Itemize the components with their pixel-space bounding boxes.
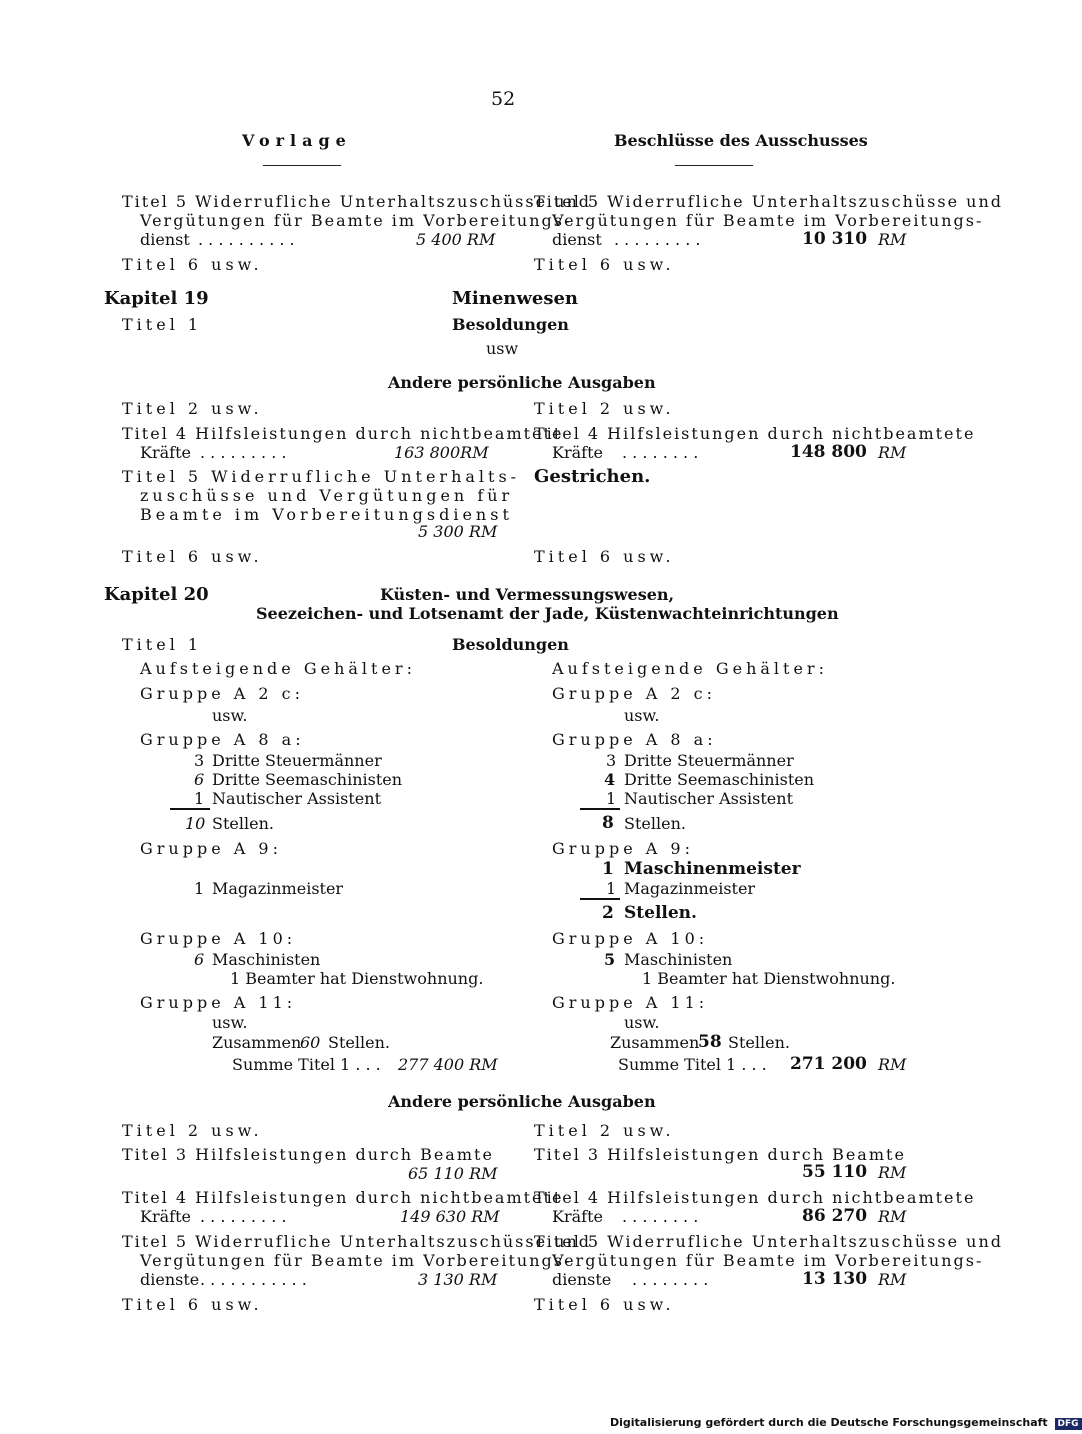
- k20r-gruppe-a9: Gruppe A 9:: [552, 839, 694, 858]
- k20-left-titel4-line1: Titel 4 Hilfsleistungen durch nichtbeamtete: [122, 1188, 564, 1207]
- k20l-gruppe-a11: Gruppe A 11:: [140, 993, 297, 1012]
- k20r-a8a-1-num: 3: [606, 751, 617, 770]
- kap20-besoldungen: Besoldungen: [452, 635, 569, 654]
- k20l-a8a-2-num: 6: [194, 770, 205, 789]
- k20-left-titel4-dots: . . . . . . . . .: [200, 1207, 287, 1226]
- k20l-a10-num: 6: [194, 950, 205, 969]
- k20r-zusammen-num: 58: [698, 1032, 722, 1052]
- kap19-titel1: Titel 1: [122, 315, 203, 334]
- k20l-a8a-3-num: 1: [194, 789, 205, 808]
- kap19-left-titel5-line2: zuschüsse und Vergütungen für: [140, 486, 514, 505]
- k20l-a8a-1-txt: Dritte Steuermänner: [212, 751, 382, 770]
- k20l-a9-1-num: 1: [194, 879, 205, 898]
- k20r-gruppe-a10: Gruppe A 10:: [552, 929, 709, 948]
- k20-right-titel2: Titel 2 usw.: [534, 1121, 675, 1140]
- k20-right-titel6: Titel 6 usw.: [534, 1295, 675, 1314]
- k20l-gruppe-a10: Gruppe A 10:: [140, 929, 297, 948]
- k20-left-titel5-line1: Titel 5 Widerrufliche Unterhaltszuschüsse und: [122, 1232, 592, 1251]
- k20l-a10-note: 1 Beamter hat Dienstwohnung.: [230, 969, 484, 988]
- k20r-a8a-sum-num: 8: [602, 813, 614, 833]
- k20-right-titel4-line2: Kräfte: [552, 1207, 603, 1226]
- k20r-gruppe-a2c: Gruppe A 2 c:: [552, 684, 717, 703]
- kap19-right-titel2: Titel 2 usw.: [534, 399, 675, 418]
- header-left-rule: [263, 165, 341, 166]
- k20r-a8a-2-num: 4: [604, 770, 616, 789]
- k20-right-titel5-line2: Vergütungen für Beamte im Vorbereitungs-: [552, 1251, 984, 1270]
- k20r-a8a-sum-txt: Stellen.: [624, 814, 686, 833]
- k20r-a10-num: 5: [604, 950, 616, 969]
- kap20-titel1: Titel 1: [122, 635, 203, 654]
- kap19-right-titel4-line1: Titel 4 Hilfsleistungen durch nichtbeamtete: [534, 424, 976, 443]
- k20-right-titel5-line1: Titel 5 Widerrufliche Unterhaltszuschüsse und: [534, 1232, 1004, 1251]
- k20l-a8a-sum-txt: Stellen.: [212, 814, 274, 833]
- k20r-gruppe-a8a: Gruppe A 8 a:: [552, 730, 717, 749]
- k20r-a8a-1-txt: Dritte Steuermänner: [624, 751, 794, 770]
- k20-right-titel5-dots: . . . . . . . .: [632, 1270, 709, 1289]
- page-number: 52: [491, 88, 516, 110]
- kap19-usw: usw: [486, 339, 519, 358]
- k20r-a9-sum-txt: Stellen.: [624, 903, 697, 923]
- k20l-a8a-sum-num: 10: [185, 814, 206, 833]
- k20r-usw1: usw.: [624, 706, 660, 725]
- k20-right-titel3-amount: 55 110: [802, 1162, 868, 1182]
- k20l-gruppe-a9: Gruppe A 9:: [140, 839, 282, 858]
- k20-left-titel2: Titel 2 usw.: [122, 1121, 263, 1140]
- b1-left-titel5-dots: . . . . . . . . . .: [198, 230, 295, 249]
- k20-left-titel6: Titel 6 usw.: [122, 1295, 263, 1314]
- b1-left-titel5-amount: 5 400 RM: [416, 230, 496, 249]
- kap19-left-titel4-line1: Titel 4 Hilfsleistungen durch nichtbeamtete: [122, 424, 564, 443]
- b1-right-titel5-line2: Vergütungen für Beamte im Vorbereitungs-: [552, 211, 984, 230]
- kap19-label: Kapitel 19: [104, 288, 209, 309]
- k20-right-titel3-unit: RM: [878, 1163, 907, 1182]
- header-right-rule: [675, 165, 753, 166]
- k20r-summe-amount: 271 200: [790, 1054, 867, 1074]
- kap19-title: Minenwesen: [452, 288, 579, 309]
- b1-right-titel5-line3: dienst: [552, 230, 602, 249]
- k20-left-titel4-line2: Kräfte: [140, 1207, 191, 1226]
- k20l-gruppe-a8a: Gruppe A 8 a:: [140, 730, 305, 749]
- footer-credit: [610, 1416, 1082, 1430]
- b1-right-titel5-line1: Titel 5 Widerrufliche Unterhaltszuschüsse und: [534, 192, 1004, 211]
- k20-left-titel3-line1: Titel 3 Hilfsleistungen durch Beamte: [122, 1145, 494, 1164]
- k20-right-titel4-unit: RM: [878, 1207, 907, 1226]
- k20r-a9-1-txt: Maschinenmeister: [624, 859, 801, 879]
- k20r-a8a-3-num: 1: [606, 789, 617, 808]
- k20r-a8a-2-txt: Dritte Seemaschinisten: [624, 770, 815, 789]
- kap19-right-titel4-dots: . . . . . . . .: [622, 443, 699, 462]
- k20-right-titel4-line1: Titel 4 Hilfsleistungen durch nichtbeamtete: [534, 1188, 976, 1207]
- k20r-a10-txt: Maschinisten: [624, 950, 733, 969]
- k20r-a9-sum-rule: [580, 898, 620, 900]
- k20r-a9-1-num: 1: [602, 859, 614, 879]
- k20r-a8a-3-txt: Nautischer Assistent: [624, 789, 794, 808]
- k20r-summe-label: Summe Titel 1 . . .: [618, 1055, 767, 1074]
- b1-right-titel6: Titel 6 usw.: [534, 255, 675, 274]
- k20l-summe-label: Summe Titel 1 . . .: [232, 1055, 381, 1074]
- b1-left-titel5-line2: Vergütungen für Beamte im Vorbereitungs-: [140, 211, 572, 230]
- kap20-label: Kapitel 20: [104, 584, 209, 605]
- k20-left-titel4-amount: 149 630 RM: [400, 1207, 500, 1226]
- k20-right-titel5-amount: 13 130: [802, 1269, 868, 1289]
- b1-right-titel5-unit: RM: [878, 230, 907, 249]
- k20-right-titel4-dots: . . . . . . . .: [622, 1207, 699, 1226]
- k20l-zusammen-post: Stellen.: [328, 1033, 390, 1052]
- k20r-summe-unit: RM: [878, 1055, 907, 1074]
- kap19-left-titel6: Titel 6 usw.: [122, 547, 263, 566]
- k20l-a8a-1-num: 3: [194, 751, 205, 770]
- k20-right-titel5-unit: RM: [878, 1270, 907, 1289]
- k20r-a10-note: 1 Beamter hat Dienstwohnung.: [642, 969, 896, 988]
- kap20-andere: Andere persönliche Ausgaben: [388, 1092, 656, 1111]
- k20r-gruppe-a11: Gruppe A 11:: [552, 993, 709, 1012]
- k20r-usw2: usw.: [624, 1013, 660, 1032]
- kap19-right-titel4-unit: RM: [878, 443, 907, 462]
- k20r-aufsteigende: Aufsteigende Gehälter:: [552, 659, 828, 678]
- b1-left-titel6: Titel 6 usw.: [122, 255, 263, 274]
- kap19-left-titel5-line3: Beamte im Vorbereitungsdienst: [140, 505, 513, 524]
- k20-right-titel3-line1: Titel 3 Hilfsleistungen durch Beamte: [534, 1145, 906, 1164]
- k20l-a8a-2-txt: Dritte Seemaschinisten: [212, 770, 403, 789]
- k20l-a8a-sum-rule: [170, 808, 210, 810]
- k20-right-titel5-line3: dienste: [552, 1270, 612, 1289]
- k20l-zusammen-pre: Zusammen: [212, 1033, 302, 1052]
- b1-right-titel5-dots: . . . . . . . . .: [614, 230, 701, 249]
- k20l-usw1: usw.: [212, 706, 248, 725]
- k20l-a8a-3-txt: Nautischer Assistent: [212, 789, 382, 808]
- kap19-left-titel5-amount: 5 300 RM: [418, 522, 498, 541]
- k20r-a9-2-txt: Magazinmeister: [624, 879, 756, 898]
- kap19-left-titel5-line1: Titel 5 Widerrufliche Unterhalts-: [122, 467, 521, 486]
- kap19-right-titel4-line2: Kräfte: [552, 443, 603, 462]
- header-left: Vorlage: [242, 131, 352, 150]
- k20-left-titel5-line3: dienste: [140, 1270, 200, 1289]
- k20-left-titel5-dots: . . . . . . . . . . .: [200, 1270, 307, 1289]
- kap19-left-titel4-dots: . . . . . . . . .: [200, 443, 287, 462]
- k20r-a9-2-num: 1: [606, 879, 617, 898]
- k20-right-titel4-amount: 86 270: [802, 1206, 868, 1226]
- k20l-usw2: usw.: [212, 1013, 248, 1032]
- kap19-right-titel6: Titel 6 usw.: [534, 547, 675, 566]
- kap19-right-gestrichen: Gestrichen.: [534, 466, 651, 487]
- kap19-left-titel2: Titel 2 usw.: [122, 399, 263, 418]
- k20l-summe-amount: 277 400 RM: [398, 1055, 498, 1074]
- footer-text: Digitalisierung gefördert durch die Deutsche Forschungsgemeinschaft: [610, 1416, 1048, 1429]
- kap19-right-titel4-amount: 148 800: [790, 442, 867, 462]
- b1-left-titel5-line3: dienst: [140, 230, 190, 249]
- k20r-zusammen-post: Stellen.: [728, 1033, 790, 1052]
- k20r-zusammen-pre: Zusammen: [610, 1033, 700, 1052]
- dfg-logo: DFG: [1055, 1418, 1082, 1430]
- b1-right-titel5-amount: 10 310: [802, 229, 868, 249]
- k20l-a9-1-txt: Magazinmeister: [212, 879, 344, 898]
- k20-left-titel3-amount: 65 110 RM: [408, 1164, 498, 1183]
- k20l-a10-txt: Maschinisten: [212, 950, 321, 969]
- kap20-title-line2: Seezeichen- und Lotsenamt der Jade, Küstenwachteinrichtungen: [256, 604, 839, 623]
- k20r-a9-sum-num: 2: [602, 903, 614, 923]
- kap19-andere: Andere persönliche Ausgaben: [388, 373, 656, 392]
- k20l-gruppe-a2c: Gruppe A 2 c:: [140, 684, 305, 703]
- header-right: Beschlüsse des Ausschusses: [614, 131, 868, 150]
- kap19-left-titel4-amount: 163 800RM: [394, 443, 489, 462]
- k20l-aufsteigende: Aufsteigende Gehälter:: [140, 659, 416, 678]
- k20-left-titel5-amount: 3 130 RM: [418, 1270, 498, 1289]
- kap19-left-titel4-line2: Kräfte: [140, 443, 191, 462]
- kap20-title-line1: Küsten- und Vermessungswesen,: [380, 585, 675, 604]
- k20-left-titel5-line2: Vergütungen für Beamte im Vorbereitungs-: [140, 1251, 572, 1270]
- k20r-a8a-sum-rule: [580, 808, 620, 810]
- b1-left-titel5-line1: Titel 5 Widerrufliche Unterhaltszuschüsse und: [122, 192, 592, 211]
- kap19-besoldungen: Besoldungen: [452, 315, 569, 334]
- k20l-zusammen-num: 60: [300, 1033, 321, 1052]
